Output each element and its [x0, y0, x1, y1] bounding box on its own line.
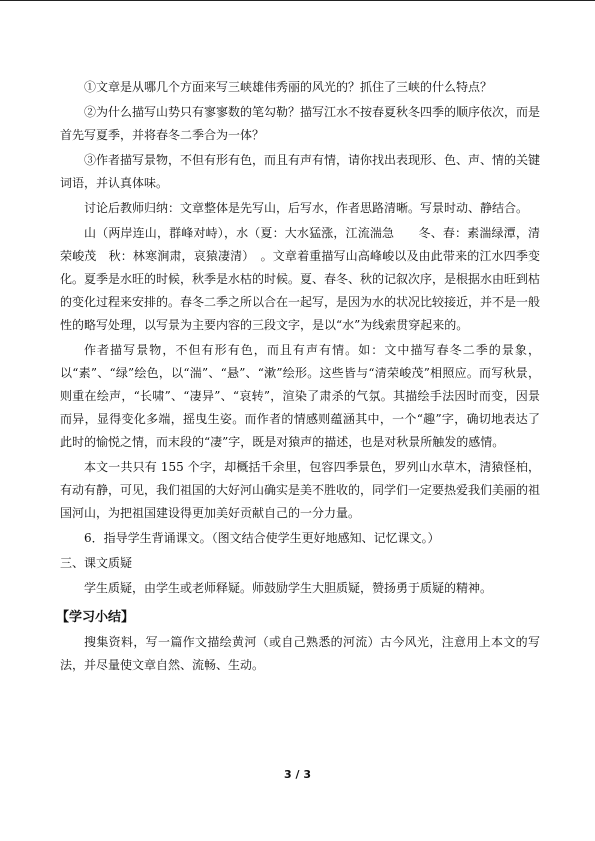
- scenery-description-analysis: 作者描写景物，不但有形有色，而且有声有情。如：文中描写春冬二季的景象，以“素”、“绿”绘色，以“湍”、“悬”、“漱”绘形。这些皆与“清荣峻茂”相照应。而写秋景，则重在绘声，“长啸”、“凄异”、“哀转”，渲染了肃杀的气氛。其描绘手法因时而变，因景而异，显得变化多端，摇曳生姿。而作者的情感则蕴涵其中，一个“趣”字，确切地表达了此时的愉悦之情，而末段的“凄”字，既是对猿声的描述，也是对秋景所触发的感情。: [60, 343, 540, 449]
- document-body: [56, 76, 541, 679]
- teacher-summary: 讨论后教师归纳：文章整体是先写山，后写水，作者思路清晰。写景时动、静结合。: [84, 201, 529, 215]
- questions-paragraph: 学生质疑，由学生或老师释疑。师鼓励学生大胆质疑，赞扬勇于质疑的精神。: [84, 581, 493, 595]
- question-1: ①文章是从哪几个方面来写三峡雄伟秀丽的风光的？抓住了三峡的什么特点？: [84, 80, 493, 94]
- question-3: ③作者描写景物，不但有形有色，而且有声有情，请你找出表现形、色、声、情的关键词语，并认真体味。: [60, 153, 541, 190]
- summary-paragraph: 搜集资料，写一篇作文描绘黄河（或自己熟悉的河流）古今风光，注意用上本文的写法，并尽量使文章自然、流畅、生动。: [60, 635, 540, 672]
- question-2: ②为什么描写山势只有寥寥数的笔勾勒？描写江水不按春夏秋冬四季的顺序依次，而是首先写夏季，并将春冬二季合为一体？: [60, 105, 541, 142]
- section-heading-questions: 三、课文质疑: [60, 556, 133, 570]
- summary-heading: 【学习小结】: [56, 610, 135, 625]
- header-rule: [0, 0, 595, 1]
- page-number: 3 / 3: [284, 768, 311, 781]
- text-conclusion: 本文一共只有 155 个字，却概括千余里，包容四季景色，罗列山水草木，清猿怪柏，有动有静，可见，我们祖国的大好河山确实是美不胜收的，同学们一定要热爱我们美丽的祖国河山，为把祖国建设得更加美好贡献自己的一分力量。: [60, 460, 541, 520]
- recitation-step: 6．指导学生背诵课文。（图文结合使学生更好地感知、记忆课文。）: [84, 531, 440, 545]
- mountain-water-analysis: 山（两岸连山，群峰对峙），水（夏：大水猛涨，江流湍急 冬、春：素湍绿潭，清荣峻茂 秋：林寒涧肃，哀猿凄清） 。文章着重描写山高峰峻以及由此带来的江水四季变化。夏季是水旺的时候，秋季是水枯的时候。夏、春冬、秋的记叙次序，是根据水由旺到枯的变化过程来安排的。春冬二季之所以合在一起写，是因为水的状况比较接近，并不是一般性的略写处理，以写景为主要内容的三段文字，是以“水”为线索贯穿起来的。: [60, 226, 541, 332]
